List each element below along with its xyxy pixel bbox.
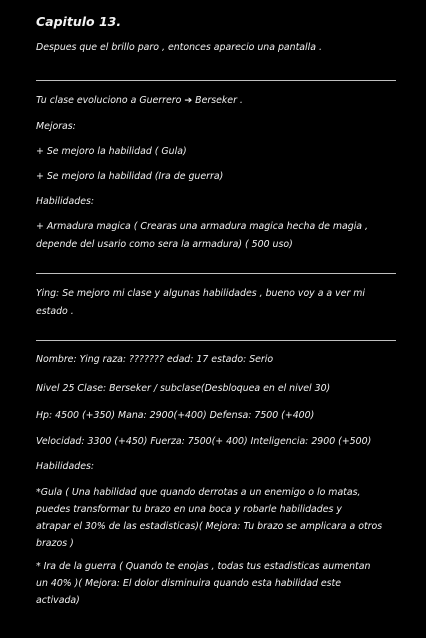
gula-skill-line: puedes transformar tu brazo en una boca y robarle habilidades y (36, 504, 342, 515)
stats-line: Hp: 4500 (+350) Mana: 2900(+400) Defensa: 7500 (+400) (36, 410, 315, 421)
improvement-item: + Se mejoro la habilidad ( Gula) (36, 146, 187, 157)
ira-skill-line: un 40% )( Mejora: El dolor disminuira quando esta habilidad este (36, 578, 341, 589)
status-level-line: Nivel 25 Clase: Berseker / subclase(Desbloquea en el nivel 30) (36, 383, 331, 394)
ira-skill-line: activada) (36, 595, 80, 606)
stats-line: Velocidad: 3300 (+450) Fuerza: 7500(+ 400) Inteligencia: 2900 (+500) (36, 436, 372, 447)
skills-header: Habilidades: (36, 461, 95, 472)
skills-header: Habilidades: (36, 196, 95, 207)
ying-dialogue-line: Ying: Se mejoro mi clase y algunas habilidades , bueno voy a a ver mi (36, 288, 366, 299)
ying-dialogue-line: estado . (36, 306, 74, 317)
intro-text: Despues que el brillo paro , entonces aparecio una pantalla . (36, 42, 322, 53)
chapter-title: Capitulo 13. (36, 14, 122, 29)
divider (36, 80, 396, 81)
new-skill-line: + Armadura magica ( Crearas una armadura magica hecha de magia , (36, 221, 369, 232)
status-name-line: Nombre: Ying raza: ??????? edad: 17 estado: Serio (36, 354, 274, 365)
improvements-header: Mejoras: (36, 121, 76, 132)
new-skill-line: depende del usario como sera la armadura) ( 500 uso) (36, 239, 293, 250)
divider (36, 340, 396, 341)
evolution-text: Tu clase evoluciono a Guerrero ➔ Berseker . (36, 95, 243, 106)
ira-skill-line: * Ira de la guerra ( Quando te enojas , todas tus estadisticas aumentan (36, 561, 371, 572)
gula-skill-line: *Gula ( Una habilidad que quando derrotas a un enemigo o lo matas, (36, 487, 361, 498)
gula-skill-line: atrapar el 30% de las estadisticas)( Mejora: Tu brazo se amplicara a otros (36, 521, 383, 532)
divider (36, 273, 396, 274)
gula-skill-line: brazos ) (36, 538, 74, 549)
improvement-item: + Se mejoro la habilidad (Ira de guerra) (36, 171, 224, 182)
